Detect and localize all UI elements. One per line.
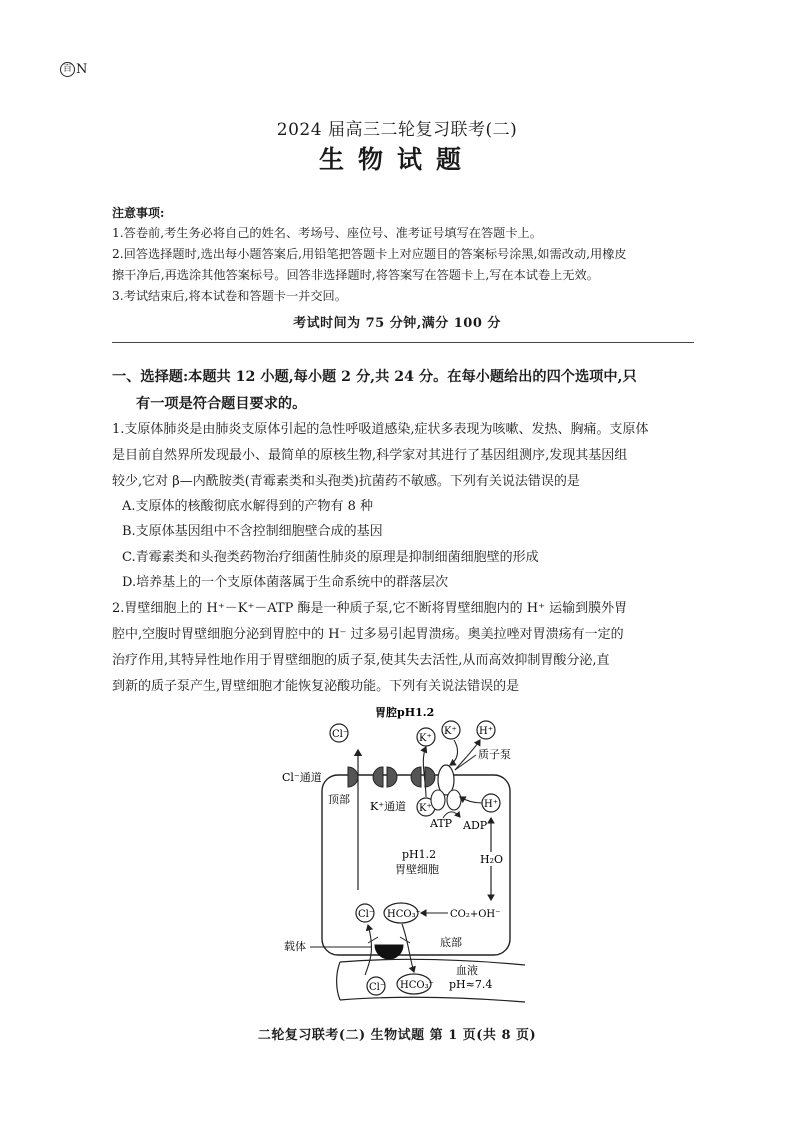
section-line-1: 一、选择题:本题共 12 小题,每小题 2 分,共 24 分。在每小题给出的四个选项中,只 bbox=[112, 369, 637, 385]
cell-ph-label: pH1.2 bbox=[402, 848, 437, 861]
publisher-logo bbox=[60, 62, 87, 77]
co2-oh-label: CO₂+OH⁻ bbox=[450, 909, 501, 920]
basal-label: 底部 bbox=[440, 936, 462, 949]
question-1-option-b: B.支原体基因组中不含控制细胞壁合成的基因 bbox=[122, 524, 383, 539]
cl-channel-shape bbox=[348, 767, 358, 787]
cell-name-label: 胃壁细胞 bbox=[395, 863, 439, 876]
page-footer: 二轮复习联考(二) 生物试题 第 1 页(共 8 页) bbox=[257, 1028, 537, 1043]
hco3-label-blood: HCO₃⁻ bbox=[400, 980, 434, 991]
k-channel-shape-3 bbox=[411, 767, 421, 787]
cl-influx-arrow bbox=[365, 925, 371, 975]
question-2-line-3: 治疗作用,其特异性地作用于胃壁细胞的质子泵,使其失去活性,从而高效抑制胃酸分泌,直 bbox=[112, 653, 610, 668]
question-1-option-c: C.青霉素类和头孢类药物治疗细菌性肺炎的原理是抑制细菌细胞壁的形成 bbox=[122, 550, 539, 565]
blood-label: 血液 bbox=[456, 964, 478, 977]
question-1-option-d: D.培养基上的一个支原体菌落属于生命系统中的群落层次 bbox=[122, 575, 449, 590]
h-label-lumen: H⁺ bbox=[479, 726, 493, 737]
h2o-label: H₂O bbox=[480, 853, 504, 866]
adp-label: ADP bbox=[463, 819, 488, 832]
lumen-label: 胃腔pH1.2 bbox=[375, 706, 435, 719]
cl-label-blood: Cl⁻ bbox=[369, 982, 386, 993]
note-item-2: 2.回答选择题时,选出每小题答案后,用铅笔把答题卡上对应题目的答案标号涂黑,如需改动,用橡皮 bbox=[112, 247, 627, 261]
hco3-efflux-arrow bbox=[402, 924, 414, 972]
k-label-3: K⁺ bbox=[419, 803, 432, 814]
note-item-3: 3.考试结束后,将本试卷和答题卡一并交回。 bbox=[112, 289, 347, 303]
notes-heading: 注意事项: bbox=[112, 206, 165, 220]
h-efflux-arrow bbox=[455, 740, 480, 770]
h-to-pump-arrow bbox=[460, 797, 482, 803]
question-2-line-2: 腔中,空腹时胃壁细胞分泌到胃腔中的 H⁻ 过多易引起胃溃疡。奥美拉唑对胃溃疡有一定的 bbox=[112, 627, 624, 642]
hco3-label-cell: HCO₃⁻ bbox=[387, 909, 421, 920]
exam-title: 2024 届高三二轮复习联考(二) bbox=[276, 120, 518, 140]
vessel-wall-top bbox=[340, 959, 525, 965]
k-channel-shape-2 bbox=[387, 767, 397, 787]
carrier-label: 载体 bbox=[284, 940, 306, 953]
note-item-1: 1.答卷前,考生务必将自己的姓名、考场号、座位号、准考证号填写在答题卡上。 bbox=[112, 226, 542, 240]
question-2-line-4: 到新的质子泵产生,胃壁细胞才能恢复泌酸功能。下列有关说法错误的是 bbox=[112, 679, 520, 694]
k-channel-shape-1 bbox=[373, 767, 383, 787]
blood-ph-label: pH≈7.4 bbox=[449, 978, 493, 991]
question-1-line-2: 是目前自然界所发现最小、最简单的原核生物,科学家对其进行了基因组测序,发现其基因组 bbox=[112, 448, 628, 463]
question-1-line-1: 1.支原体肺炎是由肺炎支原体引起的急性呼吸道感染,症状多表现为咳嗽、发热、胸痛。支原体 bbox=[112, 422, 649, 437]
h-label-cell: H⁺ bbox=[484, 799, 498, 810]
k-channel-label: K⁺通道 bbox=[370, 800, 407, 813]
question-1-option-a: A.支原体的核酸彻底水解得到的产物有 8 种 bbox=[122, 499, 374, 514]
logo-letter: N bbox=[76, 62, 88, 77]
section-line-2: 有一项是符合题目要求的。 bbox=[136, 396, 307, 412]
subject-title: 生物试题 bbox=[318, 145, 475, 174]
k-label-2: K⁺ bbox=[444, 726, 457, 737]
parietal-cell-diagram bbox=[280, 700, 550, 1005]
carrier-shape bbox=[375, 945, 403, 959]
proton-pump-lobe-1 bbox=[431, 790, 445, 810]
proton-pump-lobe-2 bbox=[447, 790, 461, 810]
vessel-end bbox=[337, 962, 340, 1000]
cl-label-lumen: Cl⁻ bbox=[332, 729, 349, 740]
question-2-line-1: 2.胃壁细胞上的 H⁺－K⁺－ATP 酶是一种质子泵,它不断将胃壁细胞内的 H⁺ 运输到膜外胃 bbox=[112, 601, 628, 616]
atp-label: ATP bbox=[430, 817, 453, 830]
section-heading bbox=[112, 364, 694, 418]
note-item-2-cont: 擦干净后,再选涂其他答案标号。回答非选择题时,将答案写在答题卡上,写在本试卷上无效。 bbox=[112, 268, 599, 282]
exam-time: 考试时间为 75 分钟,满分 100 分 bbox=[293, 316, 501, 331]
divider bbox=[112, 342, 694, 343]
logo-circle-char: 百 bbox=[60, 62, 75, 77]
cl-channel-label: Cl⁻通道 bbox=[282, 771, 322, 784]
cl-label-cell: Cl⁻ bbox=[358, 909, 375, 920]
k-label-1: K⁺ bbox=[419, 733, 432, 744]
vessel-wall-bottom bbox=[340, 997, 525, 1002]
question-1-line-3: 较少,它对 β—内酰胺类(青霉素类和头孢类)抗菌药不敏感。下列有关说法错误的是 bbox=[112, 474, 580, 489]
k-influx-arrow bbox=[450, 740, 457, 765]
proton-pump-label: 质子泵 bbox=[478, 748, 511, 761]
carrier-arms bbox=[368, 937, 410, 943]
apical-label: 顶部 bbox=[328, 793, 350, 806]
k-channel-shape-4 bbox=[425, 767, 435, 787]
